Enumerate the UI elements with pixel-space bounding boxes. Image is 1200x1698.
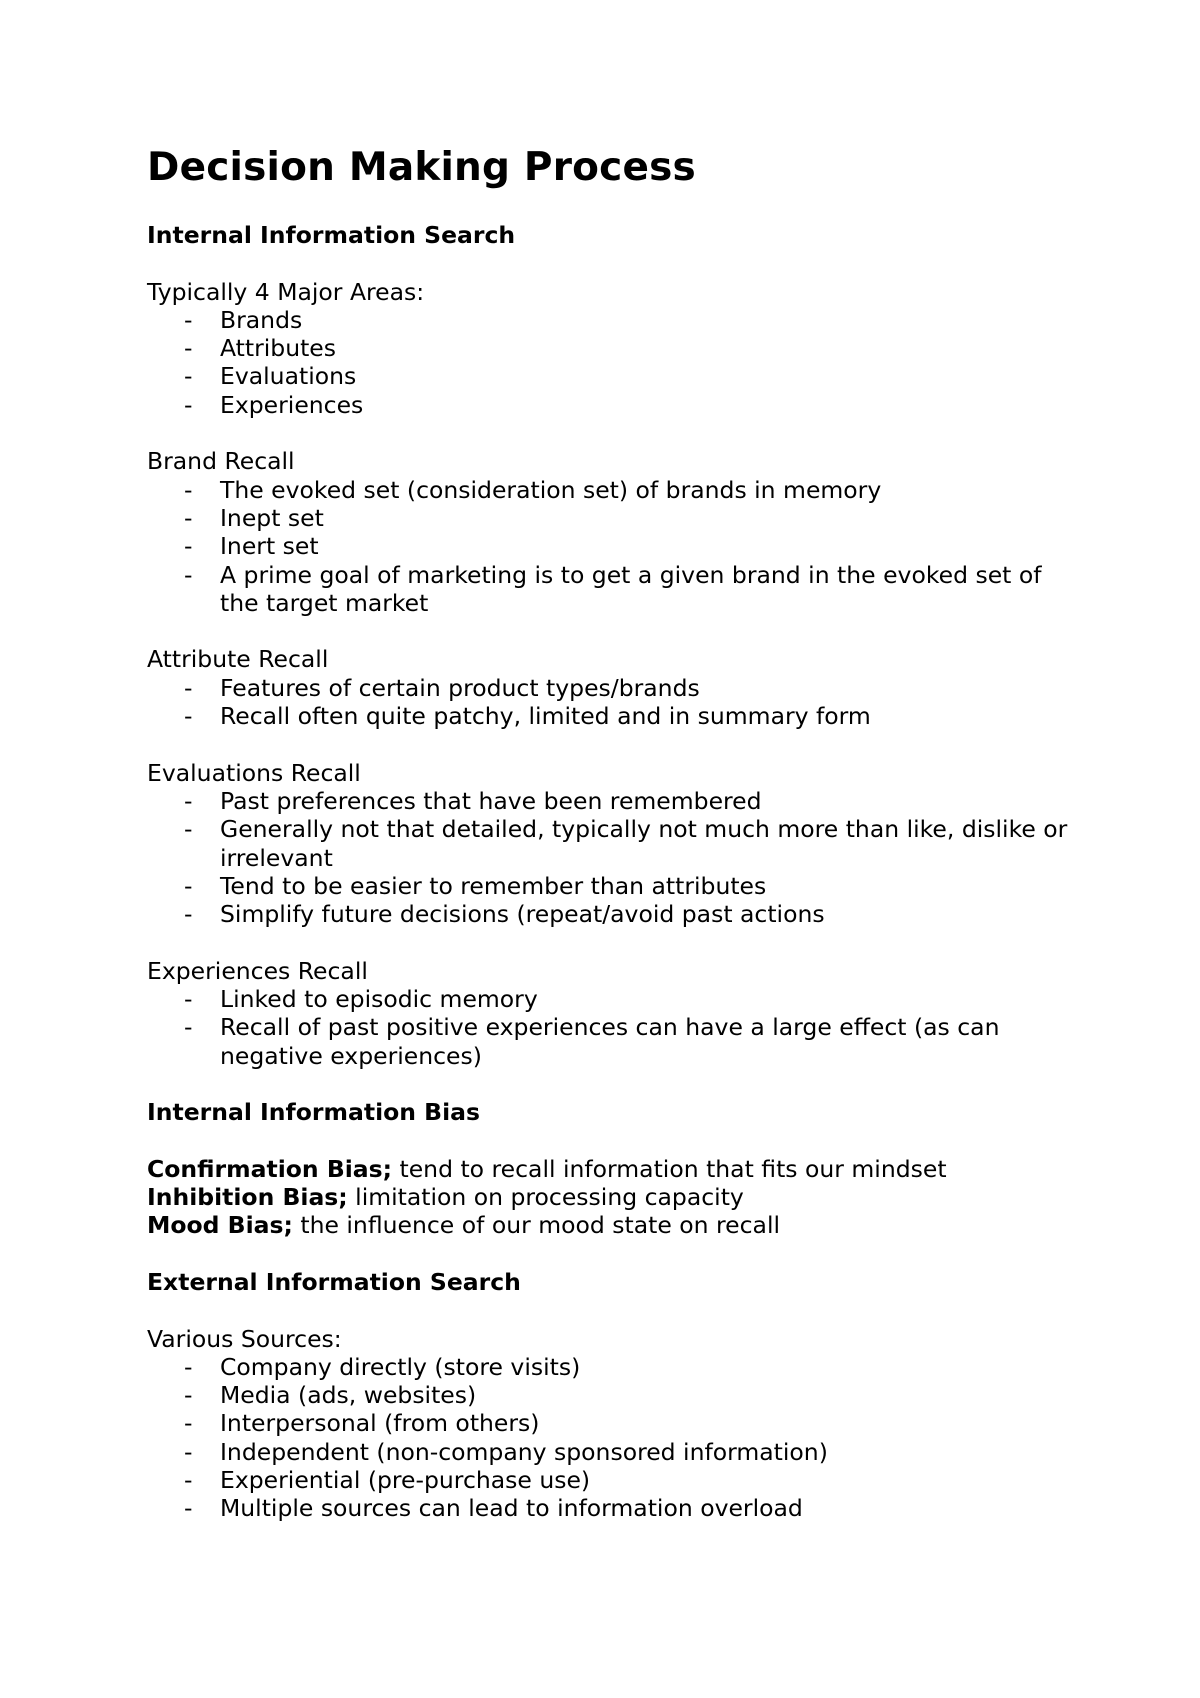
- list-item: - Inert set: [147, 532, 1077, 560]
- section-heading-internal-search: Internal Information Search: [147, 221, 516, 249]
- bias-term: Confirmation Bias;: [147, 1154, 393, 1183]
- bias-line: [147, 1211, 1077, 1239]
- document-page: [147, 138, 1077, 1523]
- list-item: - Features of certain product types/brands: [147, 674, 1077, 702]
- document-title: Decision Making Process: [147, 145, 696, 190]
- section-heading-internal-bias: Internal Information Bias: [147, 1098, 480, 1127]
- list-item: - Experiential (pre-purchase use): [147, 1466, 1077, 1494]
- evaluations-recall-list: [147, 787, 1077, 928]
- section-heading-external-search: External Information Search: [147, 1267, 521, 1296]
- list-item: - The evoked set (consideration set) of brands in memory: [147, 476, 1077, 504]
- list-item: - Generally not that detailed, typically not much more than like, dislike or irrelevant: [147, 815, 1077, 872]
- bias-term: Mood Bias;: [147, 1211, 293, 1240]
- list-item: - Company directly (store visits): [147, 1353, 1077, 1381]
- areas-list: [147, 306, 1077, 419]
- bias-line: [147, 1183, 1077, 1211]
- brand-recall-list: [147, 476, 1077, 617]
- sources-list: [147, 1353, 1077, 1523]
- list-item: - Tend to be easier to remember than attributes: [147, 872, 1077, 900]
- list-item: - Linked to episodic memory: [147, 985, 1077, 1013]
- evaluations-recall-label: Evaluations Recall: [147, 758, 361, 787]
- list-item: - Attributes: [147, 334, 1077, 362]
- list-item: - Past preferences that have been remembered: [147, 787, 1077, 815]
- list-item: - Evaluations: [147, 362, 1077, 390]
- list-item: - Simplify future decisions (repeat/avoid past actions: [147, 900, 1077, 928]
- list-item: - Independent (non-company sponsored information): [147, 1438, 1077, 1466]
- experiences-recall-label: Experiences Recall: [147, 956, 368, 985]
- list-item: - A prime goal of marketing is to get a given brand in the evoked set of the target market: [147, 561, 1077, 618]
- list-item: - Multiple sources can lead to information overload: [147, 1494, 1077, 1522]
- list-item: - Experiences: [147, 391, 1077, 419]
- areas-label: Typically 4 Major Areas:: [147, 277, 425, 306]
- attribute-recall-list: [147, 674, 1077, 731]
- bias-description: the influence of our mood state on recall: [292, 1211, 780, 1240]
- experiences-recall-list: [147, 985, 1077, 1070]
- list-item: - Interpersonal (from others): [147, 1409, 1077, 1437]
- bias-description: tend to recall information that fits our mindset: [392, 1154, 947, 1183]
- list-item: - Recall often quite patchy, limited and in summary form: [147, 702, 1077, 730]
- list-item: - Inept set: [147, 504, 1077, 532]
- bias-line: [147, 1155, 1077, 1183]
- list-item: - Brands: [147, 306, 1077, 334]
- list-item: - Media (ads, websites): [147, 1381, 1077, 1409]
- list-item: - Recall of past positive experiences can have a large effect (as can negative experiences): [147, 1013, 1077, 1070]
- attribute-recall-label: Attribute Recall: [147, 645, 329, 674]
- bias-term: Inhibition Bias;: [147, 1183, 348, 1212]
- sources-label: Various Sources:: [147, 1324, 342, 1353]
- bias-description: limitation on processing capacity: [347, 1183, 744, 1212]
- brand-recall-label: Brand Recall: [147, 447, 295, 476]
